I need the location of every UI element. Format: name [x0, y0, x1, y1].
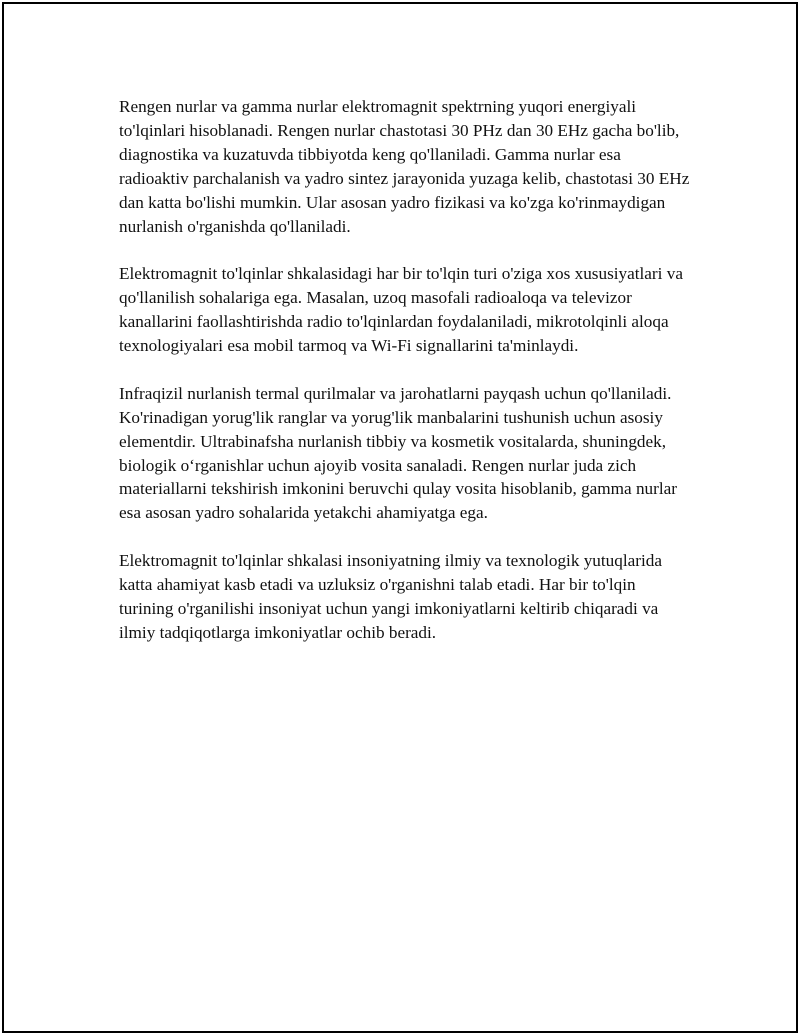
document-body: [119, 95, 694, 669]
paragraph-conclusion: Elektromagnit to'lqinlar shkalasi insoniyatning ilmiy va texnologik yutuqlarida katta ahamiyat kasb etadi va uzluksiz o'rganishni talab etadi. Har bir to'lqin turining o'rganilishi insoniyat uchun yangi imkoniyatlarni keltirib chiqaradi va ilmiy tadqiqotlarga imkoniyatlar ochib beradi.: [119, 551, 662, 642]
paragraph-xray-gamma: Rengen nurlar va gamma nurlar elektromagnit spektrning yuqori energiyali to'lqinlari hisoblanadi. Rengen nurlar chastotasi 30 PHz dan 30 EHz gacha bo'lib, diagnostika va kuzatuvda tibbiyotda keng qo'llaniladi. Gamma nurlar esa radioaktiv parchalanish va yadro sintez jarayonida yuzaga kelib, chastotasi 30 EHz dan katta bo'lishi mumkin. Ular asosan yadro fizikasi va ko'zga ko'rinmaydigan nurlanish o'rganishda qo'llaniladi.: [119, 97, 690, 236]
paragraph-radiation-uses: Infraqizil nurlanish termal qurilmalar va jarohatlarni payqash uchun qo'llaniladi. Ko'rinadigan yorug'lik ranglar va yorug'lik manbalarini tushunish uchun asosiy elementdir. Ultrabinafsha nurlanish tibbiy va kosmetik vositalarda, shuningdek, biologik o‘rganishlar uchun ajoyib vosita sanaladi. Rengen nurlar juda zich materiallarni tekshirish imkonini beruvchi qulay vosita hisoblanib, gamma nurlar esa asosan yadro sohalarida yetakchi ahamiyatga ega.: [119, 383, 677, 523]
paragraph-wave-types: Elektromagnit to'lqinlar shkalasidagi har bir to'lqin turi o'ziga xos xususiyatlari va qo'llanilish sohalariga ega. Masalan, uzoq masofali radioaloqa va televizor kanallarini faollashtirishda radio to'lqinlardan foydalaniladi, mikrotolqinli aloqa texnologiyalari esa mobil tarmoq va Wi-Fi signallarini ta'minlaydi.: [119, 264, 683, 356]
